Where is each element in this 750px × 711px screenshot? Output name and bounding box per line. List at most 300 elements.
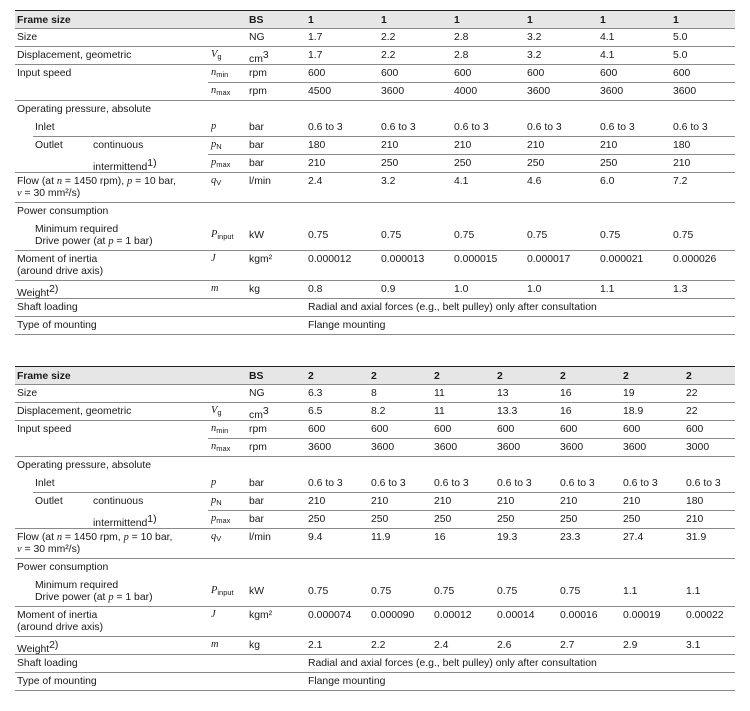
frame-size-value: 2 — [686, 371, 692, 382]
row-divider — [15, 334, 735, 335]
value-cell: 210 — [623, 496, 641, 507]
value-cell: 250 — [434, 514, 452, 525]
value-cell: 3600 — [308, 442, 332, 453]
symbol-subscript: N — [216, 498, 222, 507]
value-cell: 4.1 — [600, 32, 615, 43]
row-label: Displacement, geometric — [17, 406, 132, 417]
inertia-label-line1: Moment of inertia — [17, 254, 98, 265]
frame-size-value: 1 — [600, 15, 606, 26]
value-cell: 250 — [308, 514, 326, 525]
symbol-subscript: g — [217, 52, 222, 61]
symbol-letter: J — [211, 253, 216, 264]
value-cell: 0.75 — [600, 230, 621, 241]
value-cell: 600 — [371, 424, 389, 435]
flow-label-part: = 30 mm²/s) — [21, 544, 81, 555]
mounting-row — [15, 316, 735, 334]
value-cell: 18.9 — [623, 406, 644, 417]
inlet-row — [15, 474, 735, 492]
value-cell: 210 — [454, 140, 472, 151]
footnote-mark: 2) — [49, 640, 59, 651]
unit: kgm² — [249, 610, 273, 621]
unit-text: cm — [249, 54, 263, 65]
symbol-letter: n — [211, 85, 217, 96]
shaft-row — [15, 654, 735, 672]
symbol-letter: n — [211, 441, 217, 452]
continuous-row — [15, 136, 735, 154]
row-label: Outlet — [35, 496, 63, 507]
value-cell: 0.75 — [673, 230, 694, 241]
power-label-part: = 1 bar) — [113, 592, 153, 603]
hdr-row — [15, 366, 735, 385]
label-text: Weight — [17, 644, 50, 655]
row-label: Displacement, geometric — [17, 50, 132, 61]
row-label: Type of mounting — [17, 676, 97, 687]
label-text: intermittend — [93, 162, 148, 173]
value-cell: 22 — [686, 406, 698, 417]
inertia-label-line2: (around drive axis) — [17, 266, 104, 277]
value-cell: 2.7 — [560, 640, 575, 651]
frame-size-value: 2 — [308, 371, 314, 382]
symbol-subscript: min — [216, 70, 229, 79]
symbol-letter: p — [211, 121, 217, 132]
frame-size-label: Frame size — [17, 371, 71, 382]
frame-size-value: 2 — [371, 371, 377, 382]
frame-size-label: Frame size — [17, 15, 71, 26]
value-cell: 22 — [686, 388, 698, 399]
value-cell: 0.75 — [371, 586, 392, 597]
value-cell: 4000 — [454, 86, 478, 97]
nmax-row — [15, 82, 735, 100]
value-cell: 3000 — [686, 442, 710, 453]
value-cell: 0.9 — [381, 284, 396, 295]
value-cell: 0.6 to 3 — [560, 478, 595, 489]
row-label: Type of mounting — [17, 320, 97, 331]
value-cell: 600 — [673, 68, 691, 79]
intermittend-row — [15, 154, 735, 172]
symbol — [211, 404, 222, 419]
value-cell: 210 — [308, 158, 326, 169]
value-cell: 0.75 — [308, 230, 329, 241]
symbol-letter: n — [211, 423, 217, 434]
value-cell: 16 — [560, 388, 572, 399]
value-cell: 8 — [371, 388, 377, 399]
value-cell: 3600 — [497, 442, 521, 453]
value-cell: 250 — [497, 514, 515, 525]
flow-label-part: = 1450 rpm, — [62, 532, 124, 543]
power-label-line2 — [35, 591, 153, 604]
value-cell: 250 — [600, 158, 618, 169]
row-sublabel: continuous — [93, 496, 144, 507]
unit: rpm — [249, 68, 267, 79]
value-cell: 1.0 — [527, 284, 542, 295]
symbol-letter: n — [211, 67, 217, 78]
unit: l/min — [249, 176, 271, 187]
unit: bar — [249, 514, 265, 525]
mounting-value: Flange mounting — [308, 676, 386, 687]
value-cell: 3600 — [527, 86, 551, 97]
unit: bar — [249, 478, 265, 489]
value-cell: 5.0 — [673, 32, 688, 43]
value-cell: 19.3 — [497, 532, 518, 543]
flow-label-part: = 30 mm²/s) — [21, 188, 81, 199]
value-cell: 13 — [497, 388, 509, 399]
value-cell: 0.75 — [381, 230, 402, 241]
value-cell: 0.00022 — [686, 610, 724, 621]
value-cell: 7.2 — [673, 176, 688, 187]
value-cell: 2.4 — [434, 640, 449, 651]
value-cell: 600 — [560, 424, 578, 435]
mounting-value: Flange mounting — [308, 320, 386, 331]
value-cell: 3.2 — [381, 176, 396, 187]
value-cell: 2.6 — [497, 640, 512, 651]
symbol-letter: p — [211, 513, 217, 524]
unit: bar — [249, 496, 265, 507]
flow-label-line2 — [17, 543, 80, 556]
flow-label-part: Flow (at — [17, 532, 57, 543]
symbol — [211, 48, 222, 63]
value-cell: 0.75 — [434, 586, 455, 597]
row-label: Shaft loading — [17, 658, 78, 669]
value-cell: 0.6 to 3 — [527, 122, 562, 133]
value-cell: 2.2 — [381, 32, 396, 43]
value-cell: 600 — [434, 424, 452, 435]
value-cell: 210 — [381, 140, 399, 151]
flow-label-part: n — [56, 176, 63, 187]
op-row — [15, 456, 735, 474]
unit-exponent: 3 — [262, 50, 269, 61]
inertia-label-line2: (around drive axis) — [17, 622, 104, 633]
footnote-mark: 1) — [147, 514, 157, 525]
value-cell: 6.0 — [600, 176, 615, 187]
value-cell: 0.6 to 3 — [623, 478, 658, 489]
value-cell: 3600 — [381, 86, 405, 97]
nmax-row — [15, 438, 735, 456]
row-label: Shaft loading — [17, 302, 78, 313]
flow-label-part: ν — [17, 544, 22, 555]
row-label: Inlet — [35, 478, 55, 489]
value-cell: 180 — [673, 140, 691, 151]
symbol — [211, 84, 230, 99]
unit: bar — [249, 122, 265, 133]
unit: kg — [249, 640, 260, 651]
value-cell: 16 — [560, 406, 572, 417]
value-cell: 1.1 — [623, 586, 638, 597]
symbol-letter: p — [211, 477, 217, 488]
value-cell: 1.0 — [454, 284, 469, 295]
row-label: Outlet — [35, 140, 63, 151]
value-cell: 2.8 — [454, 50, 469, 61]
value-cell: 0.000015 — [454, 254, 498, 265]
frame-size-value: 1 — [381, 15, 387, 26]
value-cell: 0.6 to 3 — [381, 122, 416, 133]
value-cell: 1.1 — [600, 284, 615, 295]
value-cell: 0.6 to 3 — [434, 478, 469, 489]
size-row — [15, 384, 735, 402]
value-cell: 600 — [308, 68, 326, 79]
symbol — [211, 282, 219, 295]
flow-label-part: = 1450 rpm), — [62, 176, 128, 187]
frame-size-value: 1 — [454, 15, 460, 26]
power-label-part: Drive power (at — [35, 592, 109, 603]
symbol-letter: m — [211, 639, 219, 650]
value-cell: 16 — [434, 532, 446, 543]
value-cell: 0.000012 — [308, 254, 352, 265]
frame-size-value: 2 — [434, 371, 440, 382]
symbol-subscript: V — [216, 534, 222, 543]
value-cell: 0.75 — [560, 586, 581, 597]
value-cell: 4.1 — [600, 50, 615, 61]
value-cell: 250 — [381, 158, 399, 169]
symbol — [211, 494, 222, 509]
shaft-row — [15, 298, 735, 316]
value-cell: 600 — [381, 68, 399, 79]
power-label-part: Drive power (at — [35, 236, 109, 247]
value-cell: 0.000026 — [673, 254, 717, 265]
symbol-letter: J — [211, 609, 216, 620]
row-divider — [15, 690, 735, 691]
value-cell: 0.00019 — [623, 610, 661, 621]
value-cell: 210 — [527, 140, 545, 151]
value-cell: 5.0 — [673, 50, 688, 61]
value-cell: 0.6 to 3 — [308, 122, 343, 133]
unit: rpm — [249, 86, 267, 97]
value-cell: 11 — [434, 388, 445, 399]
value-cell: 600 — [308, 424, 326, 435]
symbol — [211, 120, 216, 133]
value-cell: 2.9 — [623, 640, 638, 651]
inlet-row — [15, 118, 735, 136]
inertia-row — [15, 606, 735, 636]
weight-row — [15, 280, 735, 298]
value-cell: 3600 — [371, 442, 395, 453]
symbol-letter: p — [211, 495, 217, 506]
value-cell: 11 — [434, 406, 445, 417]
value-cell: 3600 — [560, 442, 584, 453]
value-cell: 0.6 to 3 — [673, 122, 708, 133]
value-cell: 6.3 — [308, 388, 323, 399]
value-cell: 600 — [454, 68, 472, 79]
value-cell: 180 — [686, 496, 704, 507]
intermittend-row — [15, 510, 735, 528]
value-cell: 250 — [623, 514, 641, 525]
value-cell: 4.6 — [527, 176, 542, 187]
value-cell: 31.9 — [686, 532, 707, 543]
value-cell: 2.2 — [371, 640, 386, 651]
inertia-label-line1: Moment of inertia — [17, 610, 98, 621]
value-cell: 0.00016 — [560, 610, 598, 621]
value-cell: 2.4 — [308, 176, 323, 187]
symbol-letter: p — [211, 139, 217, 150]
row-sublabel: continuous — [93, 140, 144, 151]
unit: NG — [249, 388, 265, 399]
value-cell: 11.9 — [371, 532, 391, 543]
frame-size-value: 2 — [623, 371, 629, 382]
symbol — [211, 440, 230, 455]
symbol-letter: V — [211, 405, 218, 416]
symbol — [211, 512, 230, 527]
symbol — [211, 228, 234, 243]
value-cell: 210 — [308, 496, 326, 507]
value-cell: 0.75 — [454, 230, 475, 241]
power-label-part: p — [108, 592, 114, 603]
symbol-subscript: input — [217, 232, 234, 241]
powerlbl-row — [15, 558, 735, 576]
value-cell: 210 — [600, 140, 618, 151]
size-row — [15, 28, 735, 46]
row-label: Power consumption — [17, 206, 109, 217]
value-cell: 210 — [497, 496, 515, 507]
value-cell: 1.7 — [308, 32, 323, 43]
unit: kg — [249, 284, 260, 295]
value-cell: 0.6 to 3 — [686, 478, 721, 489]
row-label: Input speed — [17, 68, 72, 79]
row-label: Power consumption — [17, 562, 109, 573]
power-label-part: = 1 bar) — [113, 236, 153, 247]
value-cell: 250 — [454, 158, 472, 169]
frame-size-value: 2 — [560, 371, 566, 382]
symbol — [211, 608, 216, 621]
value-cell: 0.6 to 3 — [600, 122, 635, 133]
value-cell: 2.8 — [454, 32, 469, 43]
symbol-subscript: max — [216, 88, 231, 97]
symbol-subscript: max — [216, 444, 231, 453]
symbol — [211, 638, 219, 651]
shaft-loading-value: Radial and axial forces (e.g., belt pulley) only after consultation — [308, 658, 597, 669]
frame-size-value: 1 — [527, 15, 533, 26]
powerlbl-row — [15, 202, 735, 220]
value-cell: 600 — [686, 424, 704, 435]
value-cell: 0.75 — [527, 230, 548, 241]
flow-label-line2 — [17, 187, 80, 200]
value-cell: 0.000021 — [600, 254, 644, 265]
value-cell: 210 — [673, 158, 691, 169]
value-cell: 250 — [527, 158, 545, 169]
flow-label-part: = 10 bar, — [128, 532, 173, 543]
unit: kW — [249, 586, 265, 597]
weight-row — [15, 636, 735, 654]
symbol-letter: q — [211, 531, 217, 542]
continuous-row — [15, 492, 735, 510]
value-cell: 0.75 — [308, 586, 329, 597]
value-cell: 180 — [308, 140, 326, 151]
label-text: Weight — [17, 288, 50, 299]
flow-label-part: ν — [17, 188, 22, 199]
symbol — [211, 530, 221, 545]
mounting-row — [15, 672, 735, 690]
unit: bar — [249, 158, 265, 169]
frame-size-value: 1 — [673, 15, 679, 26]
displacement-row — [15, 46, 735, 64]
value-cell: 0.000017 — [527, 254, 571, 265]
value-cell: 600 — [600, 68, 618, 79]
value-cell: 0.6 to 3 — [497, 478, 532, 489]
value-cell: 0.00014 — [497, 610, 535, 621]
unit-text: cm — [249, 410, 263, 421]
symbol-subscript: max — [216, 160, 231, 169]
symbol — [211, 66, 228, 81]
value-cell: 8.2 — [371, 406, 386, 417]
frame-size-value: 2 — [497, 371, 503, 382]
symbol-subscript: input — [217, 588, 234, 597]
row-label: Operating pressure, absolute — [17, 460, 152, 471]
value-cell: 1.3 — [673, 284, 688, 295]
value-cell: 0.6 to 3 — [454, 122, 489, 133]
value-cell: 0.000090 — [371, 610, 415, 621]
symbol — [211, 174, 221, 189]
value-cell: 2.2 — [381, 50, 396, 61]
value-cell: 250 — [560, 514, 578, 525]
bs-label: BS — [249, 15, 264, 26]
power-row — [15, 220, 735, 250]
flow-row — [15, 528, 735, 558]
unit: l/min — [249, 532, 271, 543]
flow-label-part: p — [123, 532, 129, 543]
op-row — [15, 100, 735, 118]
footnote-mark: 1) — [147, 158, 157, 169]
unit: bar — [249, 140, 265, 151]
value-cell: 0.00012 — [434, 610, 472, 621]
value-cell: 19 — [623, 388, 635, 399]
value-cell: 0.8 — [308, 284, 323, 295]
unit: NG — [249, 32, 265, 43]
symbol — [211, 156, 230, 171]
symbol-letter: q — [211, 175, 217, 186]
symbol-letter: p — [211, 157, 217, 168]
symbol — [211, 252, 216, 265]
symbol-letter: P — [211, 229, 218, 240]
symbol-subscript: N — [216, 142, 222, 151]
flow-label-part: p — [127, 176, 133, 187]
value-cell: 6.5 — [308, 406, 323, 417]
value-cell: 0.000074 — [308, 610, 352, 621]
power-label-line1: Minimum required — [35, 580, 119, 591]
symbol — [211, 476, 216, 489]
value-cell: 210 — [371, 496, 389, 507]
symbol — [211, 422, 228, 437]
value-cell: 3600 — [434, 442, 458, 453]
row-label: Input speed — [17, 424, 72, 435]
frame-size-value: 1 — [308, 15, 314, 26]
footnote-mark: 2) — [49, 284, 59, 295]
value-cell: 23.3 — [560, 532, 581, 543]
value-cell: 600 — [527, 68, 545, 79]
value-cell: 3600 — [600, 86, 624, 97]
value-cell: 600 — [623, 424, 641, 435]
value-cell: 4.1 — [454, 176, 469, 187]
value-cell: 0.6 to 3 — [308, 478, 343, 489]
value-cell: 0.6 to 3 — [371, 478, 406, 489]
value-cell: 13.3 — [497, 406, 518, 417]
value-cell: 1.7 — [308, 50, 323, 61]
unit: kgm² — [249, 254, 273, 265]
value-cell: 210 — [560, 496, 578, 507]
value-cell: 1.1 — [686, 586, 701, 597]
symbol-subscript: g — [217, 408, 222, 417]
symbol-letter: V — [211, 49, 218, 60]
power-row — [15, 576, 735, 606]
row-label: Operating pressure, absolute — [17, 104, 152, 115]
flow-label-part: Flow (at — [17, 176, 57, 187]
value-cell: 2.1 — [308, 640, 323, 651]
symbol-subscript: max — [216, 516, 231, 525]
inertia-row — [15, 250, 735, 280]
flow-label-part: n — [56, 532, 63, 543]
nmin-row — [15, 64, 735, 82]
value-cell: 210 — [434, 496, 452, 507]
label-text: intermittend — [93, 518, 148, 529]
value-cell: 210 — [686, 514, 704, 525]
flow-label-part: = 10 bar, — [132, 176, 176, 187]
